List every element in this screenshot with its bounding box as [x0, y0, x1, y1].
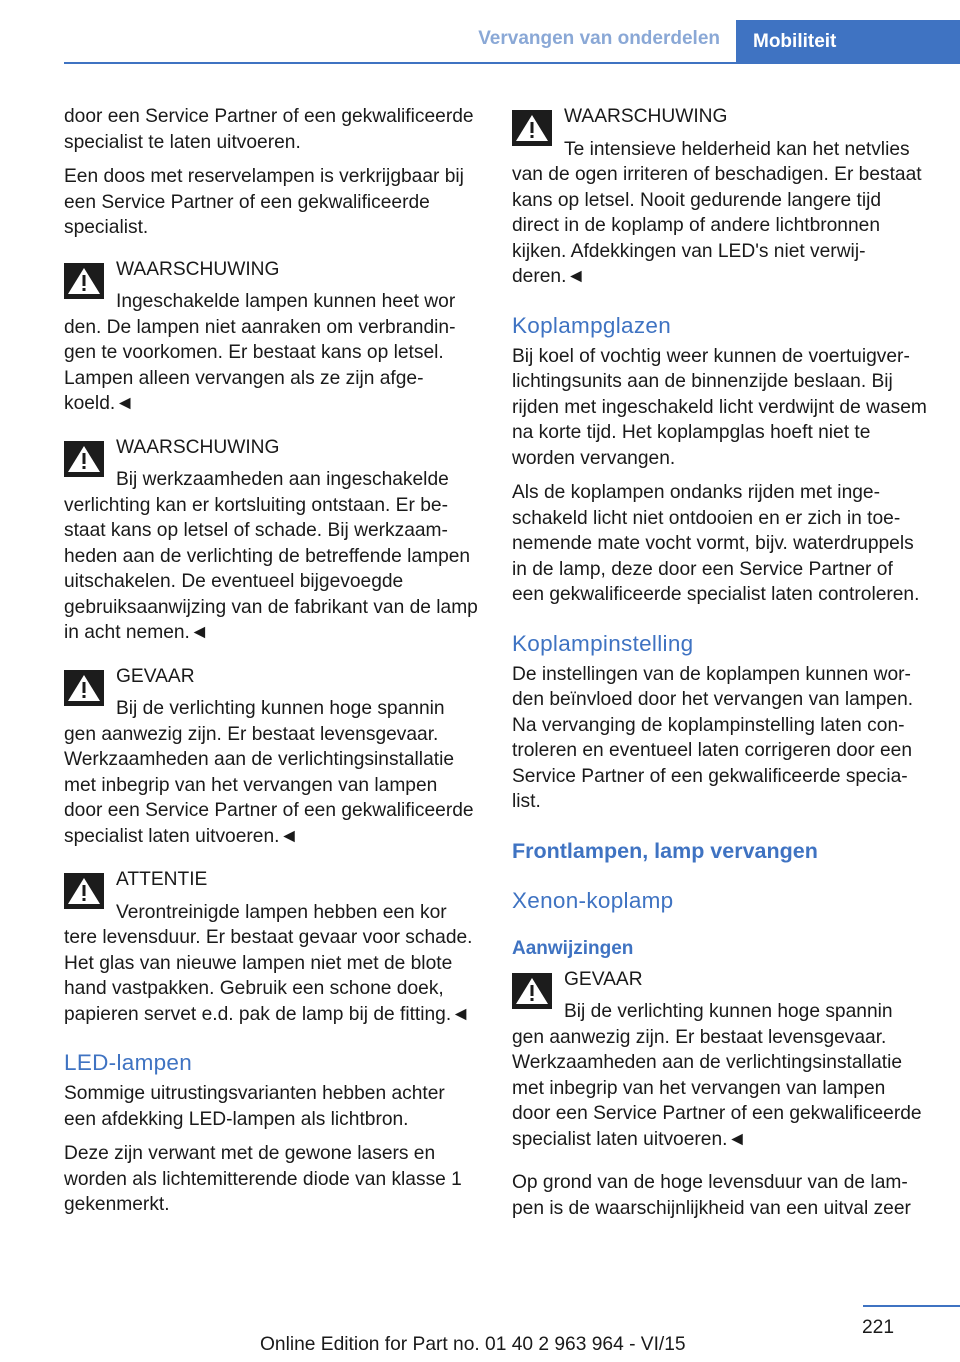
footer-rule	[863, 1305, 960, 1307]
warning-text: Bij de verlichting kunnen hoge spannin gen aanwezig zijn. Er bestaat levensgevaar. Werkzaamheden aan de verlichtingsinstallatie met inbegrip van het vervangen van lampen door een Service Partner of een gekwalificeerde specialist laten uitvoeren.◄	[512, 1001, 922, 1150]
section-heading: Xenon-koplamp	[512, 887, 674, 913]
warning-title: ATTENTIE	[116, 869, 208, 890]
warning-title: GEVAAR	[116, 665, 195, 687]
warning-title: WAARSCHUWING	[116, 436, 280, 458]
warning-title: GEVAAR	[564, 968, 643, 990]
paragraph: Een doos met reservelampen is verkrijgbaar bij een Service Partner of een gekwalificeerde specialist.	[64, 166, 464, 238]
warning-block	[64, 257, 480, 417]
page-header	[0, 0, 960, 62]
section-heading: LED-lampen	[64, 1050, 193, 1075]
right-column	[512, 104, 928, 1230]
paragraph: Sommige uitrustingsvarianten hebben achter een afdekking LED-lampen als lichtbron.	[64, 1083, 445, 1130]
paragraph: Als de koplampen ondanks rijden met ingeschakeld licht niet ontdooien en er zich in toenemende mate vocht vormt, bijv. waterdruppels in de lamp, deze door een Service Partner of een gekwalificeerde specialist laten controleren.	[512, 482, 920, 605]
section-heading: Koplampglazen	[512, 312, 672, 338]
warning-text: Bij werkzaamheden aan ingeschakelde verlichting kan er kortsluiting ontstaan. Er bestaat kans op letsel of schade. Bij werkzaamheden aan de verlichting de betreffende lampen uitschakelen. De eventueel bijgevoegde gebruiksaanwijzing van de fabrikant van de lamp in acht nemen.◄	[64, 469, 478, 643]
danger-block	[512, 967, 928, 1153]
warning-triangle-icon	[64, 263, 104, 299]
warning-block	[512, 104, 928, 290]
chapter-heading: Frontlampen, lamp vervangen	[512, 838, 818, 863]
warning-block	[64, 435, 480, 646]
warning-text: Verontreinigde lampen hebben een kor tere levensduur. Er bestaat gevaar voor schade. Het glas van nieuwe lampen niet met de blote hand vastpakken. Gebruik een schone doek, papieren servet e.d. pak de lamp bij de fitting.◄	[64, 901, 473, 1025]
page-number: 221	[862, 1317, 895, 1338]
edition-note: Online Edition for Part no. 01 40 2 963 964 - VI/15	[260, 1334, 686, 1355]
paragraph: Deze zijn verwant met de gewone lasers en worden als lichtemitterende diode van klasse 1 gekenmerkt.	[64, 1143, 462, 1215]
warning-text: Bij de verlichting kunnen hoge spannin gen aanwezig zijn. Er bestaat levensgevaar. Werkzaamheden aan de verlichtingsinstallatie met inbegrip van het vervangen van lampen door een Service Partner of een gekwalificeerde specialist laten uitvoeren.◄	[64, 698, 474, 847]
warning-text: Te intensieve helderheid kan het netvlies van de ogen irriteren of beschadigen. Er bestaat kans op letsel. Nooit gedurende langere tijd direct in de koplamp of andere lichtbronnen kijken. Afdekkingen van LED's niet verwijderen.◄	[512, 138, 922, 287]
section-title: Vervangen van onderdelen	[478, 28, 720, 49]
warning-triangle-icon	[64, 873, 104, 909]
paragraph: door een Service Partner of een gekwalificeerde specialist te laten uitvoeren.	[64, 106, 474, 153]
paragraph: De instellingen van de koplampen kunnen worden beïnvloed door het vervangen van lampen. Na vervanging de koplampinstelling laten controleren en eventueel laten corrigeren door een Service Partner of een gekwalificeerde specialist.	[512, 663, 914, 812]
left-column	[64, 104, 480, 1227]
warning-triangle-icon	[64, 441, 104, 477]
warning-title: WAARSCHUWING	[116, 258, 280, 280]
danger-block	[64, 664, 480, 850]
paragraph: Bij koel of vochtig weer kunnen de voertuigverlichtingsunits aan de binnenzijde beslaan. Bij rijden met ingeschakeld licht verdwijnt de wasem na korte tijd. Het koplampglas hoeft niet te worden vervangen.	[512, 345, 927, 469]
warning-triangle-icon	[512, 973, 552, 1009]
paragraph: Op grond van de hoge levensduur van de lampen is de waarschijnlijkheid van een uitval zeer	[512, 1172, 911, 1219]
warning-triangle-icon	[512, 110, 552, 146]
warning-text: Ingeschakelde lampen kunnen heet wor den. De lampen niet aanraken om verbrandingen te voorkomen. Er bestaat kans op letsel. Lampen alleen vervangen als ze zijn afgekoeld.◄	[64, 291, 456, 414]
chapter-tab: Mobiliteit	[736, 20, 960, 62]
section-heading: Koplampinstelling	[512, 630, 694, 656]
warning-title: WAARSCHUWING	[564, 106, 728, 127]
subsection-heading: Aanwijzingen	[512, 937, 634, 959]
attention-block	[64, 867, 480, 1027]
warning-triangle-icon	[64, 670, 104, 706]
header-rule	[64, 62, 960, 64]
